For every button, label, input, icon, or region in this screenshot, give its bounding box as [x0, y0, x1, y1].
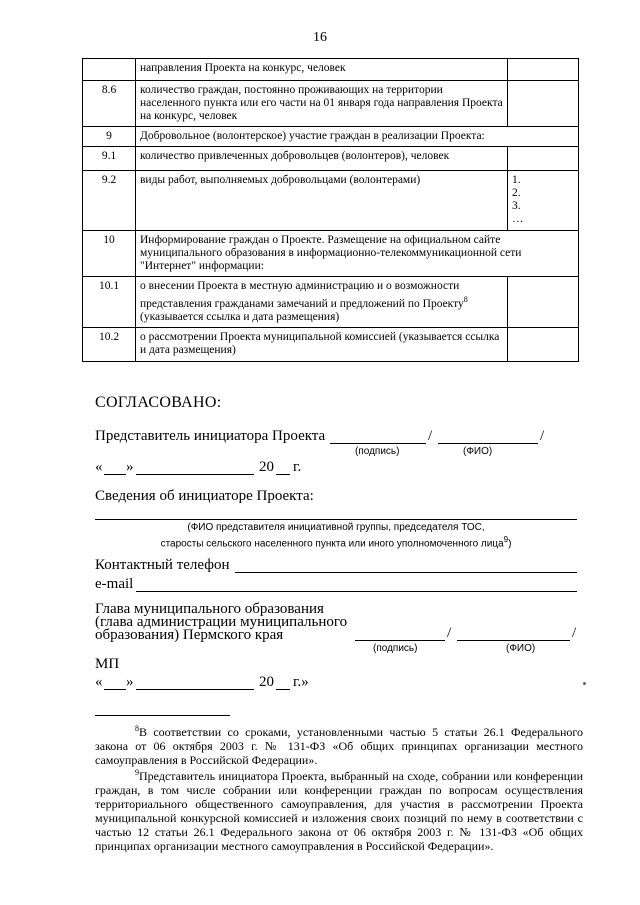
table-row: [83, 171, 579, 231]
footnote-mark: 9: [135, 768, 139, 777]
representative-label: Представитель инициатора Проекта: [95, 428, 326, 444]
caption-text: старосты сельского населенного пункта или иного уполномоченного лица: [160, 538, 504, 550]
row-number: 10: [83, 231, 136, 277]
head-fio-field[interactable]: [457, 640, 570, 641]
fio-caption: (ФИО): [506, 643, 536, 654]
quote-close: »: [126, 459, 134, 475]
table-row: [83, 59, 579, 81]
project-info-table: [82, 58, 579, 362]
year-suffix: г.: [293, 459, 302, 475]
quote-close: »: [126, 674, 134, 690]
footnote-mark: 8: [135, 724, 139, 733]
row-text-part: (указывается ссылка и дата размещения): [140, 310, 340, 323]
footnote-9: [95, 766, 583, 853]
footnote-text: В соответствии со сроками, установленными частью 5 статьи 26.1 Федерального закона от 06 октября 2003 г. № 131-ФЗ «Об общих принципах организации местного самоуправления в Российской Федерации».: [95, 725, 583, 767]
row-text: количество привлеченных добровольцев (волонтеров), человек: [136, 147, 508, 171]
caption-text: ): [508, 538, 512, 550]
separator: /: [428, 428, 433, 444]
footnote-8: [95, 722, 583, 767]
row-value-cell[interactable]: [508, 147, 579, 171]
email-field[interactable]: [136, 591, 577, 592]
table-row: [83, 277, 579, 328]
row-number: [83, 59, 136, 81]
table-row: [83, 231, 579, 277]
footnote-text: Представитель инициатора Проекта, выбранный на сходе, собрании или конференции граждан, в том числе собрании или конференции граждан по вопросам осуществления территориального общественного самоуправления, для участия в рассмотрении Проекта муниципальной конкурсной комиссией и изложения своих позиций по нему в соответствии с частью 12 статьи 26.1 Федерального закона от 06 октября 2003 г. № 131-ФЗ «Об общих принципах организации местного самоуправления в Российской Федерации».: [95, 769, 583, 853]
year-prefix: 20: [259, 459, 274, 475]
quote-open: «: [95, 459, 103, 475]
head-title-line: образования) Пермского края: [95, 627, 284, 643]
separator: /: [540, 428, 545, 444]
footnote-ref: 8: [463, 295, 468, 304]
separator: /: [447, 625, 452, 641]
row-number: 8.6: [83, 81, 136, 127]
head-title-line: Глава муниципального образования: [95, 601, 324, 617]
agreed-heading: СОГЛАСОВАНО:: [95, 394, 222, 411]
day-field[interactable]: [104, 689, 126, 690]
row-text: о рассмотрении Проекта муниципальной комиссией (указывается ссылка и дата размещения): [136, 327, 508, 361]
representative-signature-field[interactable]: [330, 443, 426, 444]
initiator-caption-line: [95, 535, 577, 549]
row-number: 9.1: [83, 147, 136, 171]
row-number: 9.2: [83, 171, 136, 231]
head-signature-field[interactable]: [355, 640, 445, 641]
row-value-cell[interactable]: [508, 277, 579, 328]
row-text: направления Проекта на конкурс, человек: [136, 59, 508, 81]
table-row: [83, 127, 579, 147]
row-value-cell[interactable]: [508, 171, 579, 231]
row-text: Добровольное (волонтерское) участие граждан в реализации Проекта:: [136, 127, 579, 147]
year-field[interactable]: [276, 474, 290, 475]
list-item: 2.: [512, 187, 521, 199]
initiator-info-field[interactable]: [95, 519, 577, 520]
initiator-info-label: Сведения об инициаторе Проекта:: [95, 488, 314, 504]
row-number: 9: [83, 127, 136, 147]
signature-caption: (подпись): [373, 643, 418, 654]
contact-phone-field[interactable]: [235, 572, 577, 573]
row-number: 10.1: [83, 277, 136, 328]
row-text: количество граждан, постоянно проживающих на территории населенного пункта или его части на 01 января года направления Проекта на конкурс, человек: [136, 81, 508, 127]
initiator-caption-line: (ФИО представителя инициативной группы, председателя ТОС,: [187, 522, 485, 533]
head-title-line: (глава администрации муниципального: [95, 614, 348, 630]
list-item: 3.: [512, 200, 521, 212]
separator: /: [572, 625, 577, 641]
row-text: Информирование граждан о Проекте. Размещение на официальном сайте муниципального образования в информационно-телекоммуникационной сети "Интернет" информации:: [136, 231, 579, 277]
row-value-cell[interactable]: [508, 327, 579, 361]
year-field[interactable]: [276, 689, 290, 690]
table-row: [83, 81, 579, 127]
month-field[interactable]: [136, 689, 254, 690]
scan-speck: [583, 682, 586, 685]
footnote-ref: 9: [503, 535, 509, 544]
signature-caption: (подпись): [355, 446, 400, 457]
day-field[interactable]: [104, 474, 126, 475]
footnote-separator: [95, 715, 230, 716]
representative-fio-field[interactable]: [438, 443, 538, 444]
page-number: 16: [313, 30, 327, 45]
row-value-cell[interactable]: [508, 59, 579, 81]
email-label: e-mail: [95, 576, 134, 592]
row-number: 10.2: [83, 327, 136, 361]
list-item: …: [512, 213, 524, 225]
fio-caption: (ФИО): [463, 446, 493, 457]
row-text: [136, 277, 508, 328]
table-row: [83, 147, 579, 171]
list-item: 1.: [512, 174, 521, 186]
row-value-cell[interactable]: [508, 81, 579, 127]
row-text-part: о внесении Проекта в местную администрацию и о возможности представления гражданами замечаний и предложений по Проекту: [140, 280, 464, 310]
year-suffix: г.»: [293, 674, 309, 690]
row-text: виды работ, выполняемых добровольцами (волонтерами): [136, 171, 508, 231]
table-row: [83, 327, 579, 361]
contact-phone-label: Контактный телефон: [95, 557, 230, 573]
year-prefix: 20: [259, 674, 274, 690]
stamp-label: МП: [95, 656, 120, 672]
quote-open: «: [95, 674, 103, 690]
month-field[interactable]: [136, 474, 254, 475]
